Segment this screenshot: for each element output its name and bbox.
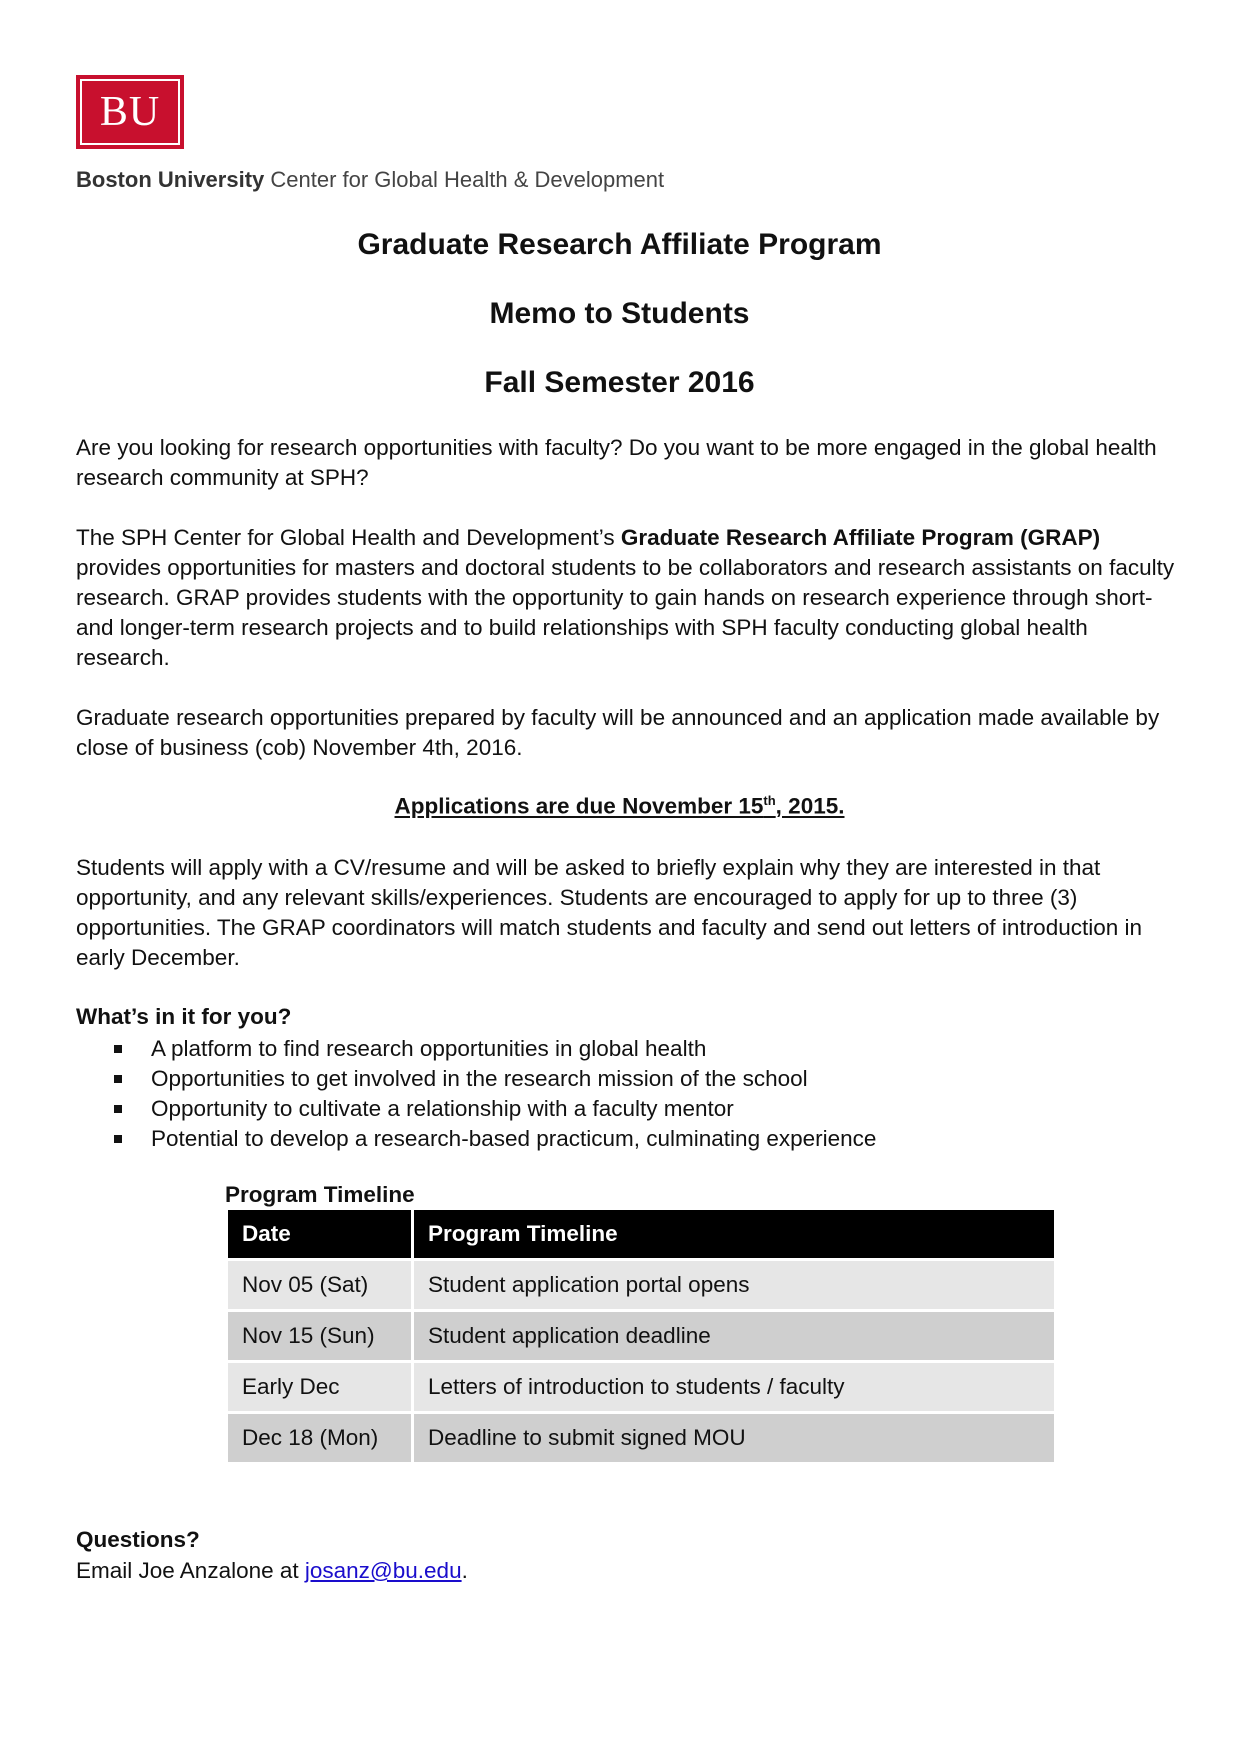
- table-row: [228, 1363, 1054, 1414]
- program-title: Graduate Research Affiliate Program: [357, 228, 882, 261]
- program-timeline-table: [228, 1210, 1054, 1465]
- questions-contact: [76, 1558, 468, 1584]
- date-cell: Dec 18 (Mon): [228, 1414, 414, 1465]
- timeline-caption: Program Timeline: [225, 1182, 415, 1207]
- due-year: , 2015.: [775, 793, 845, 819]
- intro-paragraph: Are you looking for research opportunities with faculty? Do you want to be more engaged in the global health research community at SPH?: [76, 435, 1157, 490]
- list-item: Opportunity to cultivate a relationship with a faculty mentor: [76, 1094, 876, 1124]
- contact-period: .: [461, 1558, 468, 1583]
- bu-logo: [76, 75, 184, 149]
- due-text: Applications are due November 15: [394, 793, 764, 819]
- column-header-timeline: Program Timeline: [414, 1210, 1054, 1261]
- event-cell: Letters of introduction to students / faculty: [414, 1363, 1054, 1414]
- grap-text-post: provides opportunities for masters and doctoral students to be collaborators and research assistants on faculty research. GRAP provides students with the opportunity to gain hands on research experience through short- and longer-term research projects and to build relationships with SPH faculty conducting global health research.: [76, 555, 1175, 670]
- bu-logo-text: BU: [80, 79, 180, 145]
- org-name-rest: Center for Global Health & Development: [264, 167, 665, 192]
- event-cell: Deadline to submit signed MOU: [414, 1414, 1054, 1465]
- grap-text-pre: The SPH Center for Global Health and Development’s: [76, 525, 621, 550]
- bullet-square-icon: [114, 1075, 122, 1083]
- date-cell: Early Dec: [228, 1363, 414, 1414]
- list-item: Potential to develop a research-based practicum, culminating experience: [76, 1124, 876, 1154]
- questions-heading: Questions?: [76, 1527, 200, 1552]
- date-cell: Nov 15 (Sun): [228, 1312, 414, 1363]
- bullet-square-icon: [114, 1135, 122, 1143]
- event-cell: Student application deadline: [414, 1312, 1054, 1363]
- date-cell: Nov 05 (Sat): [228, 1261, 414, 1312]
- bullet-square-icon: [114, 1045, 122, 1053]
- table-row: [228, 1261, 1054, 1312]
- table-row: [228, 1312, 1054, 1363]
- grap-program-name: Graduate Research Affiliate Program (GRAP): [620, 525, 1101, 550]
- application-paragraph: Students will apply with a CV/resume and will be asked to briefly explain why they are interested in that opportunity, and any relevant skills/experiences. Students are encouraged to apply for up to three (3) opportunities. The GRAP coordinators will match students and faculty and send out letters of introduction in early December.: [76, 855, 1143, 970]
- table-row: [228, 1414, 1054, 1465]
- email-link[interactable]: josanz@bu.edu: [304, 1558, 462, 1583]
- grap-paragraph: [76, 523, 1186, 673]
- benefits-list: [76, 1034, 876, 1154]
- event-cell: Student application portal opens: [414, 1261, 1054, 1312]
- semester-title: Fall Semester 2016: [484, 366, 755, 399]
- benefits-heading: What’s in it for you?: [76, 1004, 292, 1029]
- column-header-date: Date: [228, 1210, 414, 1261]
- list-item: A platform to find research opportunities in global health: [76, 1034, 876, 1064]
- organization-name: [76, 167, 664, 193]
- table-header-row: [228, 1210, 1054, 1261]
- memo-title: Memo to Students: [489, 297, 750, 330]
- application-due-notice: [0, 793, 1239, 820]
- contact-text: Email Joe Anzalone at: [76, 1558, 305, 1583]
- org-name-bold: Boston University: [76, 167, 265, 192]
- due-superscript: th: [763, 793, 776, 808]
- bullet-square-icon: [114, 1105, 122, 1113]
- announcement-paragraph: Graduate research opportunities prepared by faculty will be announced and an application made available by close of business (cob) November 4th, 2016.: [76, 705, 1160, 760]
- list-item: Opportunities to get involved in the research mission of the school: [76, 1064, 876, 1094]
